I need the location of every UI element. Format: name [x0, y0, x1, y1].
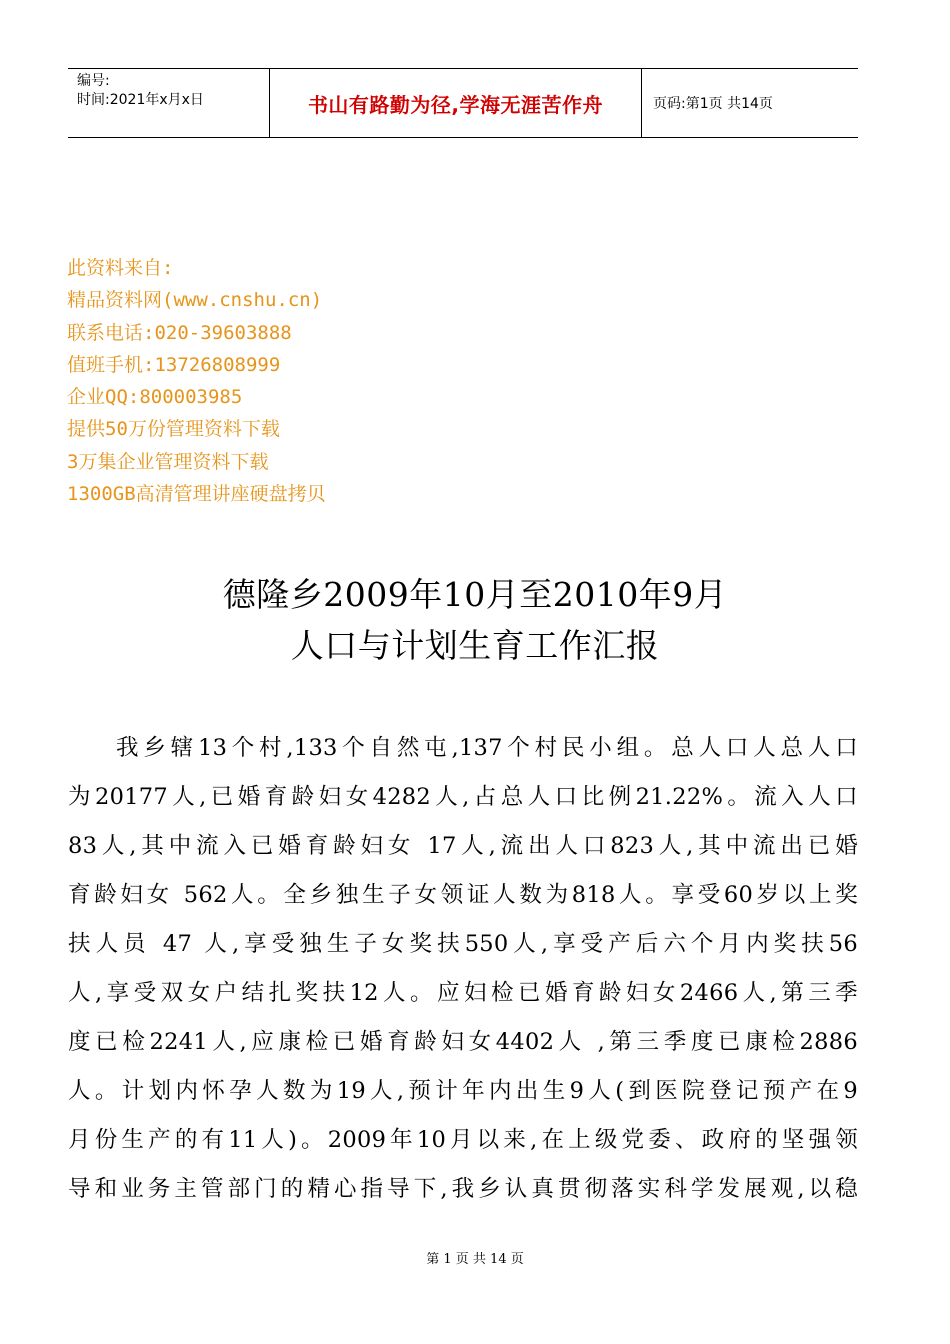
- ad-line: 精品资料网(www.cnshu.cn): [67, 289, 323, 312]
- body-paragraph: [68, 724, 858, 1214]
- header-number-label: 编号:: [77, 73, 110, 89]
- body-line: 月份生产的有11人)。2009年10月以来,在上级党委、政府的坚强领: [68, 1127, 858, 1153]
- header-meta: [68, 69, 270, 137]
- body-line: 度已检2241人,应康检已婚育龄妇女4402人 ,第三季度已康检2886: [68, 1029, 858, 1055]
- body-line: 83人,其中流入已婚育龄妇女 17人,流出人口823人,其中流出已婚: [68, 833, 858, 859]
- body-line: 人。计划内怀孕人数为19人,预计年内出生9人(到医院登记预产在9: [68, 1078, 858, 1104]
- ad-line: 值班手机:13726808999: [67, 353, 281, 376]
- header-motto: 书山有路勤为径,学海无涯苦作舟: [307, 92, 604, 117]
- body-line: 扶人员 47 人,享受独生子女奖扶550人,享受产后六个月内奖扶56: [68, 931, 858, 957]
- header-page-info: 页码:第1页 共14页: [653, 96, 773, 112]
- ad-line: 提供50万份管理资料下载: [67, 418, 280, 441]
- body-line: 导和业务主管部门的精心指导下,我乡认真贯彻落实科学发展观,以稳: [68, 1176, 858, 1202]
- ad-line: 此资料来自:: [67, 257, 174, 279]
- header-motto-cell: [270, 69, 642, 137]
- document-title-line-2: 人口与计划生育工作汇报: [290, 626, 660, 665]
- ad-line: 企业QQ:800003985: [67, 386, 243, 409]
- page-header: [68, 68, 858, 138]
- header-time-label: 时间:2021年x月x日: [77, 92, 204, 108]
- body-line: 育龄妇女 562人。全乡独生子女领证人数为818人。享受60岁以上奖: [68, 882, 858, 908]
- page-footer: 第 1 页 共 14 页: [426, 1252, 524, 1267]
- body-line: 我乡辖13个村,133个自然屯,137个村民小组。总人口人总人口: [116, 735, 858, 761]
- ad-block: [67, 252, 326, 510]
- header-page-info-cell: [642, 69, 858, 137]
- document-title-line-1: 德隆乡2009年10月至2010年9月: [222, 575, 728, 614]
- body-line: 人,享受双女户结扎奖扶12人。应妇检已婚育龄妇女2466人,第三季: [68, 980, 858, 1006]
- ad-line: 3万集企业管理资料下载: [67, 450, 269, 473]
- body-line: 为20177人,已婚育龄妇女4282人,占总人口比例21.22%。流入人口: [68, 784, 858, 810]
- ad-line: 1300GB高清管理讲座硬盘拷贝: [67, 483, 326, 506]
- ad-line: 联系电话:020-39603888: [67, 321, 292, 344]
